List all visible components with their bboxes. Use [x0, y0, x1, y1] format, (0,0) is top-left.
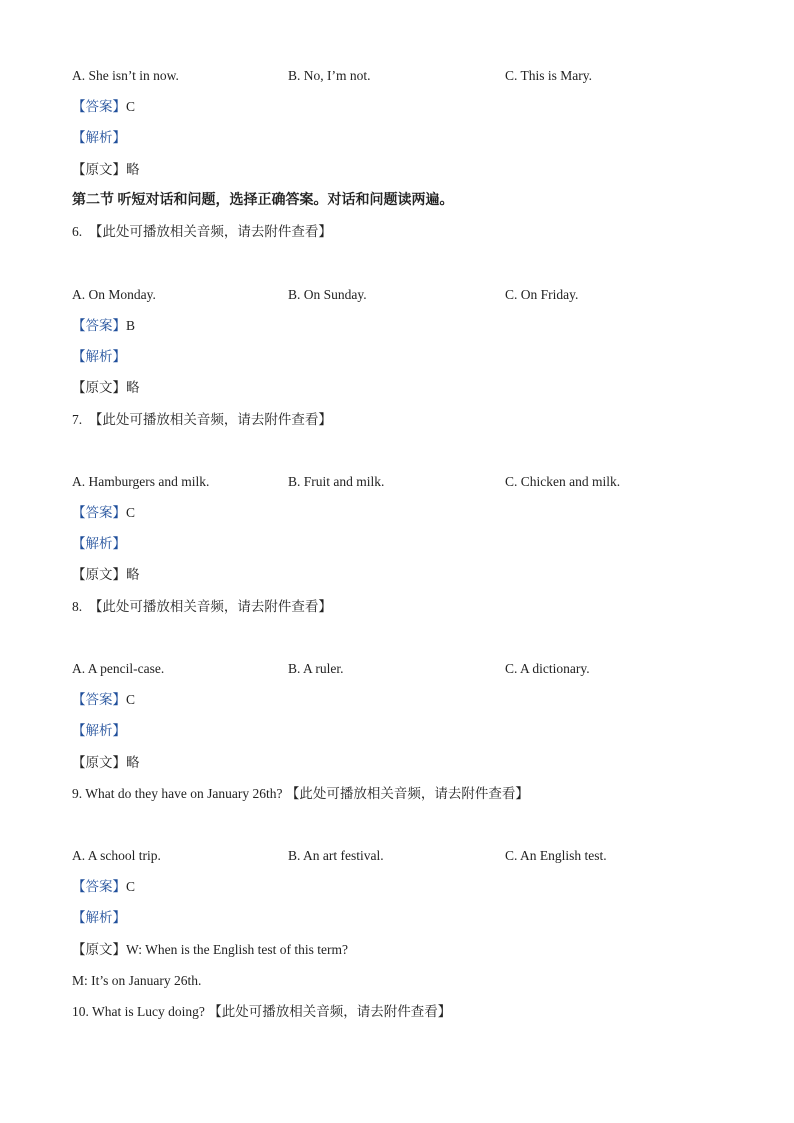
answer-value: C — [126, 692, 136, 707]
q8-option-b: B. A ruler. — [288, 661, 344, 676]
q9-option-c: C. An English test. — [505, 848, 607, 863]
transcript-label: 【原文】 — [72, 942, 126, 957]
section-title: 第二节 听短对话和问题，选择正确答案。对话和问题读两遍。 — [72, 193, 454, 208]
answer-label: 【答案】 — [72, 879, 126, 894]
transcript-text: 略 — [126, 380, 140, 395]
q7-option-a: A. Hamburgers and milk. — [72, 474, 210, 489]
q5-option-c: C. This is Mary. — [505, 68, 593, 83]
q9-answer — [72, 878, 135, 896]
answer-label: 【答案】 — [72, 692, 126, 707]
answer-value: B — [126, 318, 136, 333]
q8-option-a: A. A pencil-case. — [72, 661, 165, 676]
q7-transcript — [72, 566, 140, 584]
q6-option-a: A. On Monday. — [72, 287, 156, 302]
q9-analysis: 【解析】 — [72, 910, 126, 925]
q5-answer — [72, 98, 135, 116]
q6-option-c: C. On Friday. — [505, 287, 579, 302]
transcript-text: 略 — [126, 755, 140, 770]
answer-value: C — [126, 879, 136, 894]
q6-stem: 6. 【此处可播放相关音频，请去附件查看】 — [72, 224, 332, 239]
answer-label: 【答案】 — [72, 318, 126, 333]
q8-transcript — [72, 754, 140, 772]
q8-stem: 8. 【此处可播放相关音频，请去附件查看】 — [72, 599, 332, 614]
q5-option-a: A. She isn’t in now. — [72, 68, 179, 83]
answer-value: C — [126, 99, 136, 114]
q8-answer — [72, 691, 135, 709]
transcript-label: 【原文】 — [72, 755, 126, 770]
q5-option-b: B. No, I’m not. — [288, 68, 371, 83]
q7-analysis: 【解析】 — [72, 536, 126, 551]
q7-stem: 7. 【此处可播放相关音频，请去附件查看】 — [72, 412, 332, 427]
answer-label: 【答案】 — [72, 99, 126, 114]
q9-option-a: A. A school trip. — [72, 848, 161, 863]
q8-analysis: 【解析】 — [72, 723, 126, 738]
q6-answer — [72, 317, 135, 335]
q5-analysis: 【解析】 — [72, 130, 126, 145]
q6-transcript — [72, 379, 140, 397]
q10-stem: 10. What is Lucy doing? 【此处可播放相关音频，请去附件查看】 — [72, 1004, 452, 1019]
q7-option-b: B. Fruit and milk. — [288, 474, 385, 489]
q9-transcript-line2: M: It’s on January 26th. — [72, 973, 202, 988]
answer-label: 【答案】 — [72, 505, 126, 520]
transcript-text: 略 — [126, 567, 140, 582]
transcript-label: 【原文】 — [72, 567, 126, 582]
q8-option-c: C. A dictionary. — [505, 661, 590, 676]
q7-option-c: C. Chicken and milk. — [505, 474, 621, 489]
transcript-text: 略 — [126, 162, 140, 177]
q9-transcript — [72, 941, 348, 959]
q6-option-b: B. On Sunday. — [288, 287, 367, 302]
q9-option-b: B. An art festival. — [288, 848, 384, 863]
q5-transcript — [72, 161, 140, 179]
answer-value: C — [126, 505, 136, 520]
transcript-text: W: When is the English test of this term? — [126, 942, 348, 957]
q9-stem: 9. What do they have on January 26th? 【此处可播放相关音频，请去附件查看】 — [72, 786, 529, 801]
q6-analysis: 【解析】 — [72, 349, 126, 364]
transcript-label: 【原文】 — [72, 162, 126, 177]
transcript-label: 【原文】 — [72, 380, 126, 395]
q7-answer — [72, 504, 135, 522]
